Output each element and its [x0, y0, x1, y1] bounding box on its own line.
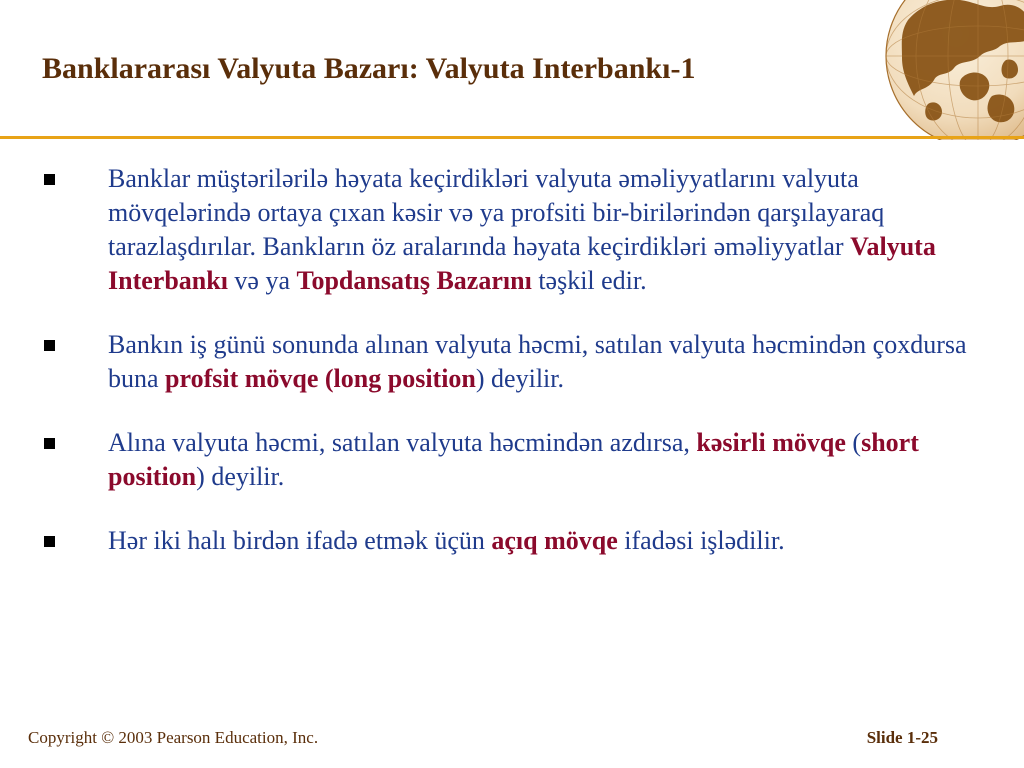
bullet-text: və ya	[227, 266, 297, 295]
footer-copyright: Copyright © 2003 Pearson Education, Inc.	[28, 728, 319, 747]
globe-icon	[868, 0, 1024, 140]
bullet-square-icon	[44, 536, 55, 547]
title-divider	[0, 136, 1024, 139]
bullet-square-icon	[44, 438, 55, 449]
bullet-emphasis: açıq mövqe	[491, 526, 618, 555]
slide-title: Banklararası Valyuta Bazarı: Valyuta Interbankı-1	[42, 52, 696, 85]
bullet-item	[44, 426, 994, 494]
bullet-text: ) deyilir.	[196, 462, 285, 491]
bullet-square-icon	[44, 340, 55, 351]
bullet-emphasis: Topdansatış Bazarını	[296, 266, 532, 295]
bullet-square-icon	[44, 174, 55, 185]
bullet-item	[44, 162, 994, 298]
bullet-text: Hər iki halı birdən ifadə etmək üçün	[108, 526, 492, 555]
bullet-text: ifadəsi işlədilir.	[617, 526, 785, 555]
bullet-item	[44, 524, 994, 558]
slide-number: Slide 1-25	[866, 728, 938, 747]
bullet-text: Banklar müştərilərilə həyata keçirdikləri valyuta əməliyyatlarını valyuta mövqelərində ortaya çıxan kəsir və ya profsiti bir-birilərindən qarşılayaraq tarazlaşdırılar. Bankların öz aralarında həyata keçirdikləri əməliyyatlar	[108, 164, 885, 261]
bullet-item	[44, 328, 994, 396]
bullet-text: (	[845, 428, 862, 457]
bullet-text: Alına valyuta həcmi, satılan valyuta həcmindən azdırsa,	[108, 428, 697, 457]
bullet-emphasis: profsit mövqe (long position	[165, 364, 476, 393]
bullet-text: ) deyilir.	[475, 364, 564, 393]
bullet-emphasis: kəsirli mövqe	[696, 428, 846, 457]
bullet-text: Bankın iş günü sonunda alınan valyuta həcmi, satılan valyuta həcmindən çoxdursa buna	[108, 330, 967, 393]
bullet-emphasis: short position	[108, 428, 919, 491]
bullet-text: təşkil edir.	[531, 266, 647, 295]
bullet-list	[44, 162, 994, 558]
bullet-emphasis: Valyuta Interbankı	[108, 232, 936, 295]
